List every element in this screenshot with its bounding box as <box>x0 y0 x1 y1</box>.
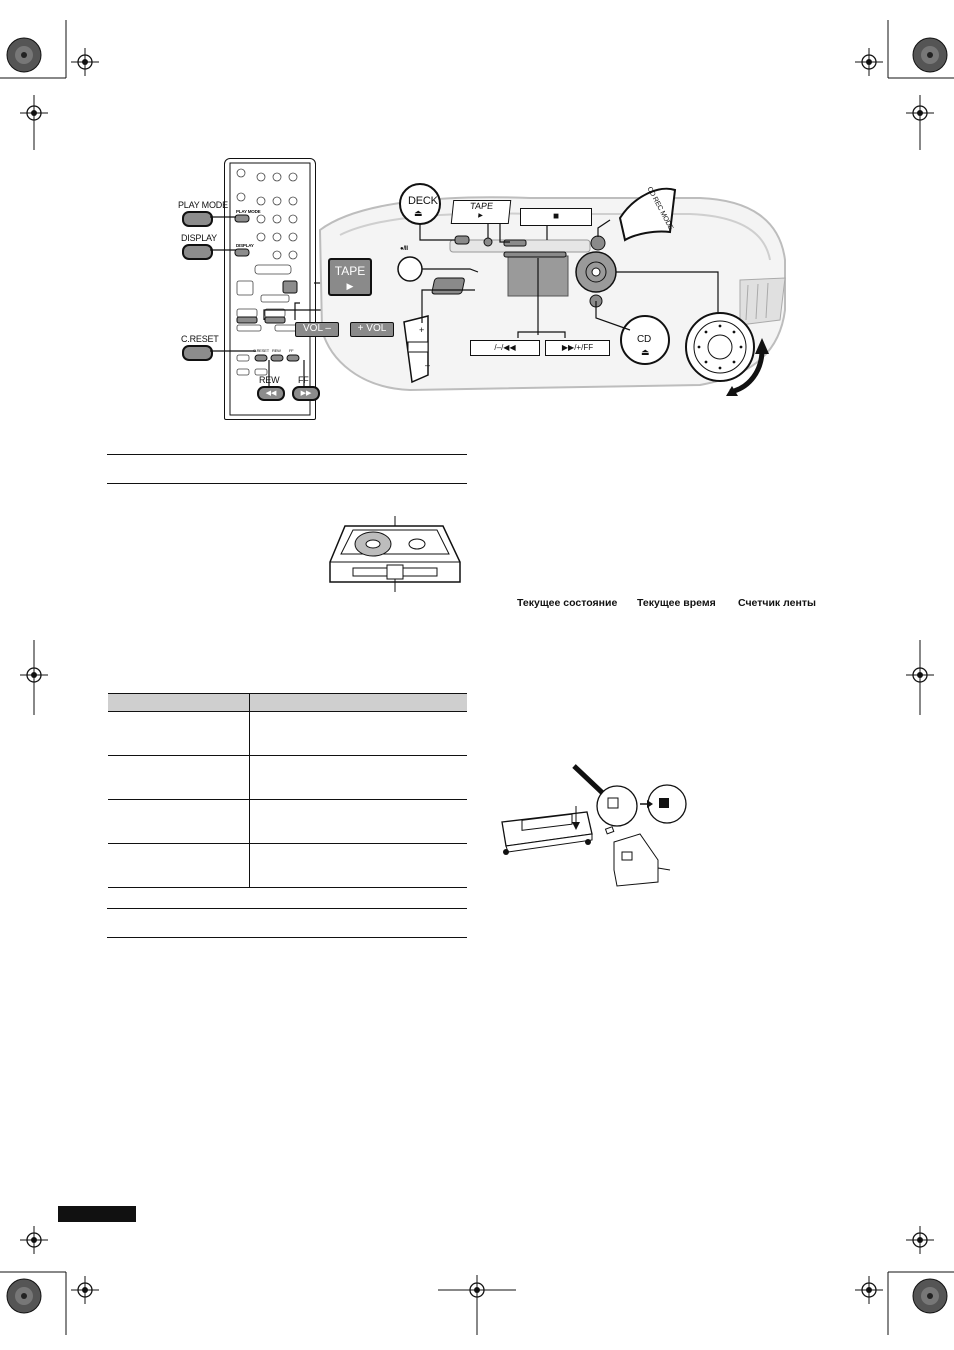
label-rew: REW <box>259 375 280 385</box>
volume-plus-symbol: + <box>419 325 425 335</box>
status-tape-counter: Счетчик ленты <box>738 597 816 609</box>
cassette-illustration <box>325 512 465 592</box>
ff-button[interactable]: ▶▶ <box>292 386 320 401</box>
rec-pause-label: ●/II <box>400 246 408 252</box>
table-row <box>108 844 467 888</box>
deck-eject-icon: ⏏ <box>414 208 423 218</box>
play-icon: ▶ <box>346 281 354 291</box>
cd-label: CD <box>637 334 652 345</box>
stop-icon: ■ <box>552 211 560 222</box>
label-play-mode: PLAY MODE <box>178 200 228 210</box>
section-rule-1-top <box>107 454 467 455</box>
deck-label: DECK <box>408 195 438 207</box>
section-rule-2-top <box>107 908 467 909</box>
table-header-row <box>108 694 467 712</box>
rew-button[interactable]: ◀◀ <box>257 386 285 401</box>
section-rule-1-bottom <box>107 483 467 484</box>
tape-play-key[interactable] <box>451 200 512 224</box>
tape-button-label: TAPE <box>334 264 366 278</box>
label-ff: FF <box>298 375 309 385</box>
label-display: DISPLAY <box>181 233 217 243</box>
remote-key-ff-label: FF <box>289 348 294 353</box>
info-table <box>108 693 467 888</box>
status-current-time: Текущее время <box>637 597 716 609</box>
remote-key-display-label: DISPLAY <box>236 243 254 248</box>
vol-plus-button[interactable]: + VOL <box>350 322 394 337</box>
stop-key[interactable] <box>520 208 592 226</box>
vol-minus-button[interactable]: VOL – <box>295 322 339 337</box>
table-row <box>108 712 467 756</box>
cd-eject-icon: ⏏ <box>641 347 650 357</box>
remote-key-rew-label: REW <box>272 348 281 353</box>
table-row <box>108 756 467 800</box>
erase-protection-illustration <box>492 760 697 895</box>
skip-back-key[interactable]: /–/◀◀ <box>470 340 540 356</box>
skip-forward-key[interactable]: ▶▶/+/FF <box>545 340 610 356</box>
table-row <box>108 800 467 844</box>
tape-play-key-label: TAPE <box>469 201 494 211</box>
section-rule-2-bottom <box>107 937 467 938</box>
tape-button[interactable] <box>328 258 372 296</box>
language-tab <box>58 1206 136 1222</box>
status-current-state: Текущее состояние <box>517 597 618 609</box>
boombox-illustration <box>300 160 800 410</box>
play-icon: ▶ <box>477 213 484 219</box>
cd-rec-mode-label: CD REC MODE <box>645 185 675 232</box>
remote-key-c-reset-label: C.RESET <box>253 348 269 353</box>
volume-minus-symbol: – <box>425 360 430 370</box>
remote-key-play-mode-label: PLAY MODE <box>236 209 261 214</box>
label-c-reset: C.RESET <box>181 334 219 344</box>
